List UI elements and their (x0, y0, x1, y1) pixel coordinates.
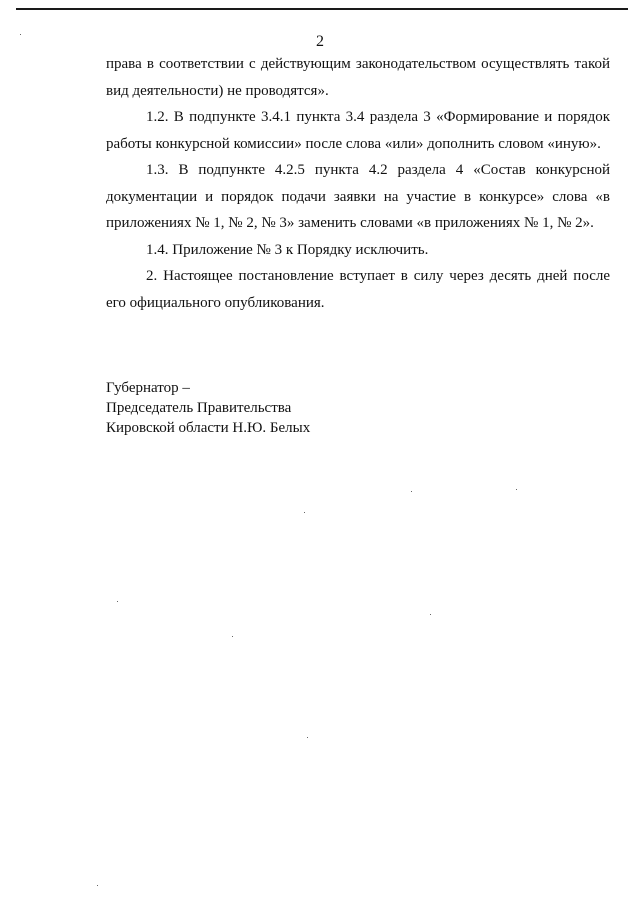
signature-block (106, 378, 406, 438)
paragraph-1-2: 1.2. В подпункте 3.4.1 пункта 3.4 раздела 3 «Формирование и порядок работы конкурсной комиссии» после слова «или» дополнить словом «иную». (106, 109, 610, 152)
scan-speck (430, 614, 431, 615)
paragraph-1-4: 1.4. Приложение № 3 к Порядку исключить. (146, 241, 429, 258)
signature-name: Кировской области Н.Ю. Белых (106, 420, 311, 436)
signature-title: Губернатор – (106, 380, 190, 396)
scan-speck (97, 885, 98, 886)
document-body (106, 51, 610, 316)
paragraph-2: 2. Настоящее постановление вступает в силу через десять дней после его официального опубликования. (106, 268, 610, 311)
scan-speck (516, 489, 517, 490)
top-border-line (16, 8, 628, 10)
page-number: 2 (316, 33, 324, 50)
scan-speck (117, 601, 118, 602)
signature-position: Председатель Правительства (106, 400, 292, 416)
scan-speck (304, 512, 305, 513)
scan-speck (307, 737, 308, 738)
paragraph-continuation: права в соответствии с действующим законодательством осуществлять такой вид деятельности) не проводятся». (106, 56, 610, 99)
paragraph-1-3: 1.3. В подпункте 4.2.5 пункта 4.2 раздела 4 «Состав конкурсной документации и порядок подачи заявки на участие в конкурсе» слова «в приложениях № 1, № 2, № 3» заменить словами «в приложениях № 1, № 2». (106, 162, 610, 231)
scan-speck (20, 34, 21, 35)
scan-speck (232, 636, 233, 637)
scan-speck (411, 491, 412, 492)
